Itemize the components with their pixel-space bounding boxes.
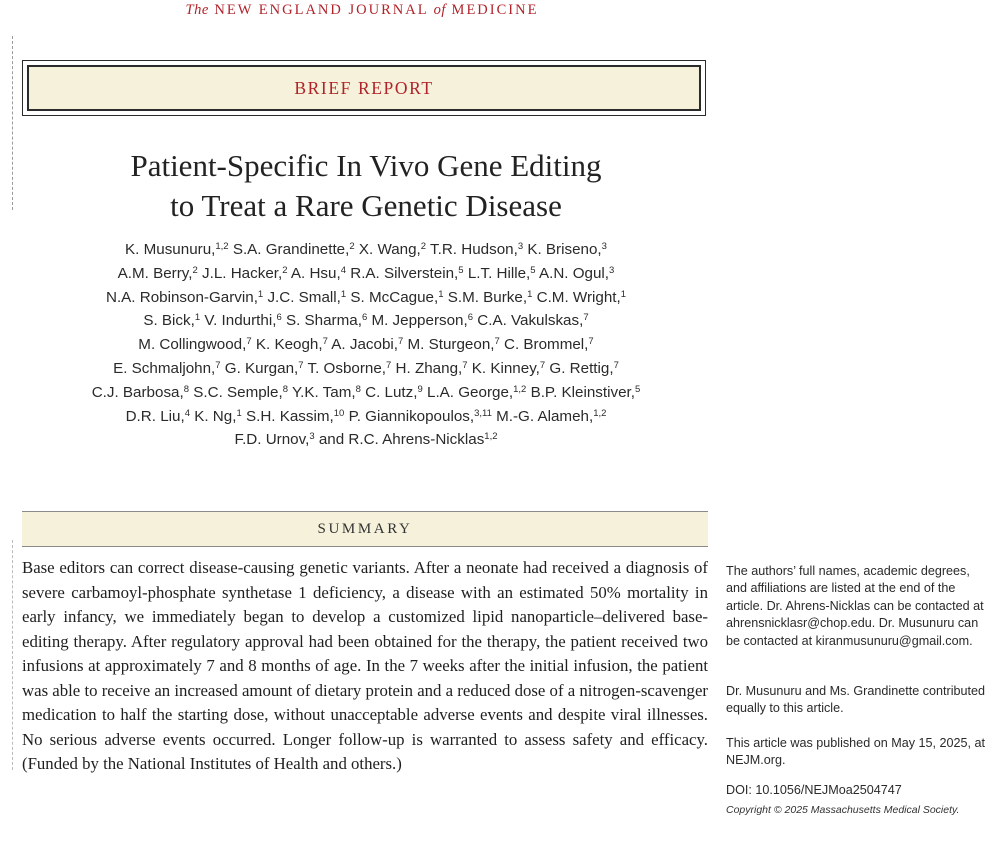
margin-dashed-line-lower <box>12 540 13 770</box>
publication-note: This article was published on May 15, 2025, at NEJM.org. <box>726 736 986 768</box>
author-affiliation-number: 5 <box>458 264 464 276</box>
author-affiliation-number: 3 <box>601 241 607 252</box>
author-name: F.D. Urnov, <box>234 431 310 449</box>
masthead-name-part2: MEDICINE <box>451 2 539 18</box>
author-line <box>0 381 732 405</box>
author-affiliation-number: 7 <box>539 359 546 371</box>
author-name: S.A. Grandinette, <box>232 241 350 258</box>
author-line <box>0 428 732 452</box>
summary-text: Base editors can correct disease-causing genetic variants. After a neonate had received a diagnosis of severe carbamoyl-phosphate synthetase 1 deficiency, a disease with an estimated 50% mortality in early infancy, we immediately began to develop a customized lipid nanoparticle–delivered base-editing therapy. After regulatory approval had been obtained for the therapy, the patient received two infusions at approximately 7 and 8 months of age. In the 7 weeks after the initial infusion, the patient was able to receive an increased amount of dietary protein and a reduced dose of a nitrogen-scavenger medication to half the starting dose, without unacceptable adverse events and despite viral illnesses. No serious adverse events occurred. Longer follow-up is warranted to assess safety and efficacy. (Funded by the National Institutes of Health and others.) <box>22 558 708 773</box>
author-affiliation-number: 7 <box>494 336 500 348</box>
doi: DOI: 10.1056/NEJMoa2504747 <box>726 783 902 797</box>
author-name: L.A. George, <box>427 383 514 401</box>
masthead-name-part1: NEW ENGLAND JOURNAL <box>214 2 429 18</box>
author-affiliation-number: 7 <box>462 359 468 371</box>
author-affiliation-number: 1,2 <box>593 407 607 419</box>
author-affiliation-number: 2 <box>349 241 355 252</box>
equal-contribution-note: Dr. Musunuru and Ms. Grandinette contributed equally to this article. <box>726 684 986 716</box>
author-name: R.A. Silverstein, <box>350 264 459 282</box>
author-name: D.R. Liu, <box>125 407 185 425</box>
author-name: A.N. Ogul, <box>538 264 610 282</box>
author-affiliation-number: 1 <box>438 288 444 300</box>
author-name: V. Indurthi, <box>204 312 277 330</box>
author-name: G. Kurgan, <box>224 359 299 377</box>
author-line <box>0 333 732 357</box>
summary-heading-bar <box>22 511 708 547</box>
author-name: M. Jepperson, <box>371 312 468 330</box>
author-affiliation-number: 3,11 <box>474 407 492 419</box>
article-title-line-2: to Treat a Rare Genetic Disease <box>170 188 562 223</box>
author-affiliation-number: 7 <box>583 312 589 324</box>
author-affiliation-number: 4 <box>184 407 190 419</box>
author-name: B.P. Kleinstiver, <box>530 383 635 401</box>
author-name: M. Collingwood, <box>138 336 247 354</box>
author-name: S.M. Burke, <box>447 288 528 306</box>
author-affiliation-number: 8 <box>183 383 190 395</box>
article-title-line-1: Patient-Specific In Vivo Gene Editing <box>130 148 602 183</box>
report-type-banner <box>22 60 706 116</box>
author-list <box>0 238 732 452</box>
author-line <box>0 238 732 262</box>
masthead-of: of <box>433 2 446 18</box>
author-name: A. Jacobi, <box>331 336 398 354</box>
affiliations-note: The authors’ full names, academic degrees, and affiliations are listed at the end of the article. Dr. Ahrens-Nicklas can be contacted at ahrensnicklasr@chop.edu. Dr. Musunuru can be contacted at kiranmusunuru@gmail.com. <box>726 564 984 648</box>
author-line <box>0 262 732 286</box>
author-name: P. Giannikopoulos, <box>348 407 475 425</box>
author-affiliation-number: 8 <box>282 383 289 395</box>
author-affiliation-number: 1 <box>340 288 347 300</box>
author-affiliation-number: 5 <box>530 264 536 276</box>
author-affiliation-number: 1 <box>194 312 201 324</box>
author-affiliation-number: 1 <box>527 288 533 300</box>
summary-heading: SUMMARY <box>317 520 413 537</box>
copyright: Copyright © 2025 Massachusetts Medical Society. <box>726 804 960 816</box>
author-affiliation-number: 3 <box>609 264 615 276</box>
masthead-the: The <box>185 2 209 18</box>
journal-masthead <box>0 2 724 19</box>
author-affiliation-number: 6 <box>276 312 282 324</box>
author-name: T. Osborne, <box>307 359 387 377</box>
author-name: C.M. Wright, <box>536 288 621 306</box>
author-line <box>0 286 732 310</box>
author-affiliation-number: 1,2 <box>484 431 498 443</box>
author-name: E. Schmaljohn, <box>113 359 216 377</box>
author-name: S. Sharma, <box>285 312 362 330</box>
author-affiliation-number: 1 <box>620 288 627 300</box>
author-name: S. McCague, <box>350 288 439 306</box>
author-affiliation-number: 6 <box>361 312 368 324</box>
author-affiliation-number: 4 <box>340 264 346 276</box>
author-affiliation-number: 7 <box>398 336 404 348</box>
author-line <box>0 309 732 333</box>
author-name: X. Wang, <box>358 241 421 258</box>
author-name: H. Zhang, <box>395 359 463 377</box>
author-affiliation-number: 7 <box>215 359 221 371</box>
author-affiliation-number: 6 <box>467 312 474 324</box>
author-line <box>0 405 732 429</box>
author-affiliation-number: 2 <box>420 241 427 252</box>
author-affiliation-number: 7 <box>322 336 328 348</box>
author-name: M. Sturgeon, <box>407 336 495 354</box>
author-name: and R.C. Ahrens-Nicklas <box>318 431 485 449</box>
author-name: T.R. Hudson, <box>430 241 518 258</box>
author-name: J.L. Hacker, <box>202 264 283 282</box>
author-line <box>0 357 732 381</box>
author-name: N.A. Robinson-Garvin, <box>105 288 258 306</box>
author-affiliation-number: 7 <box>588 336 594 348</box>
author-name: K. Musunuru, <box>125 241 216 258</box>
author-name: A.M. Berry, <box>117 264 193 282</box>
author-name: C. Lutz, <box>365 383 418 401</box>
author-name: S. Bick, <box>143 312 195 330</box>
author-affiliation-number: 1 <box>236 407 242 419</box>
author-affiliation-number: 9 <box>417 383 423 395</box>
author-affiliation-number: 7 <box>613 359 619 371</box>
author-name: L.T. Hille, <box>467 264 531 282</box>
author-name: M.-G. Alameh, <box>496 407 594 425</box>
author-affiliation-number: 1 <box>257 288 264 300</box>
author-name: C.J. Barbosa, <box>91 383 184 401</box>
author-affiliation-number: 8 <box>355 383 361 395</box>
author-name: S.C. Semple, <box>193 383 283 401</box>
author-affiliation-number: 5 <box>634 383 641 395</box>
author-affiliation-number: 7 <box>386 359 392 371</box>
report-type-label: BRIEF REPORT <box>294 77 434 98</box>
author-name: S.H. Kassim, <box>245 407 334 425</box>
author-affiliation-number: 1,2 <box>513 383 527 395</box>
author-affiliation-number: 3 <box>309 431 315 443</box>
article-title <box>0 146 732 226</box>
author-name: Y.K. Tam, <box>291 383 356 401</box>
author-name: J.C. Small, <box>267 288 341 306</box>
author-name: K. Ng, <box>194 407 237 425</box>
author-affiliation-number: 2 <box>282 264 288 276</box>
author-affiliation-number: 10 <box>333 407 345 419</box>
author-affiliation-number: 1,2 <box>215 241 229 252</box>
author-name: C.A. Vakulskas, <box>477 312 584 330</box>
author-name: G. Rettig, <box>549 359 614 377</box>
author-name: C. Brommel, <box>504 336 589 354</box>
author-name: K. Keogh, <box>255 336 323 354</box>
author-name: K. Kinney, <box>471 359 540 377</box>
author-affiliation-number: 2 <box>192 264 198 276</box>
author-name: K. Briseno, <box>527 241 602 258</box>
author-affiliation-number: 7 <box>246 336 252 348</box>
author-affiliation-number: 7 <box>298 359 304 371</box>
report-type-banner-inner <box>27 65 701 111</box>
author-name: A. Hsu, <box>290 264 341 282</box>
author-affiliation-number: 3 <box>517 241 524 252</box>
